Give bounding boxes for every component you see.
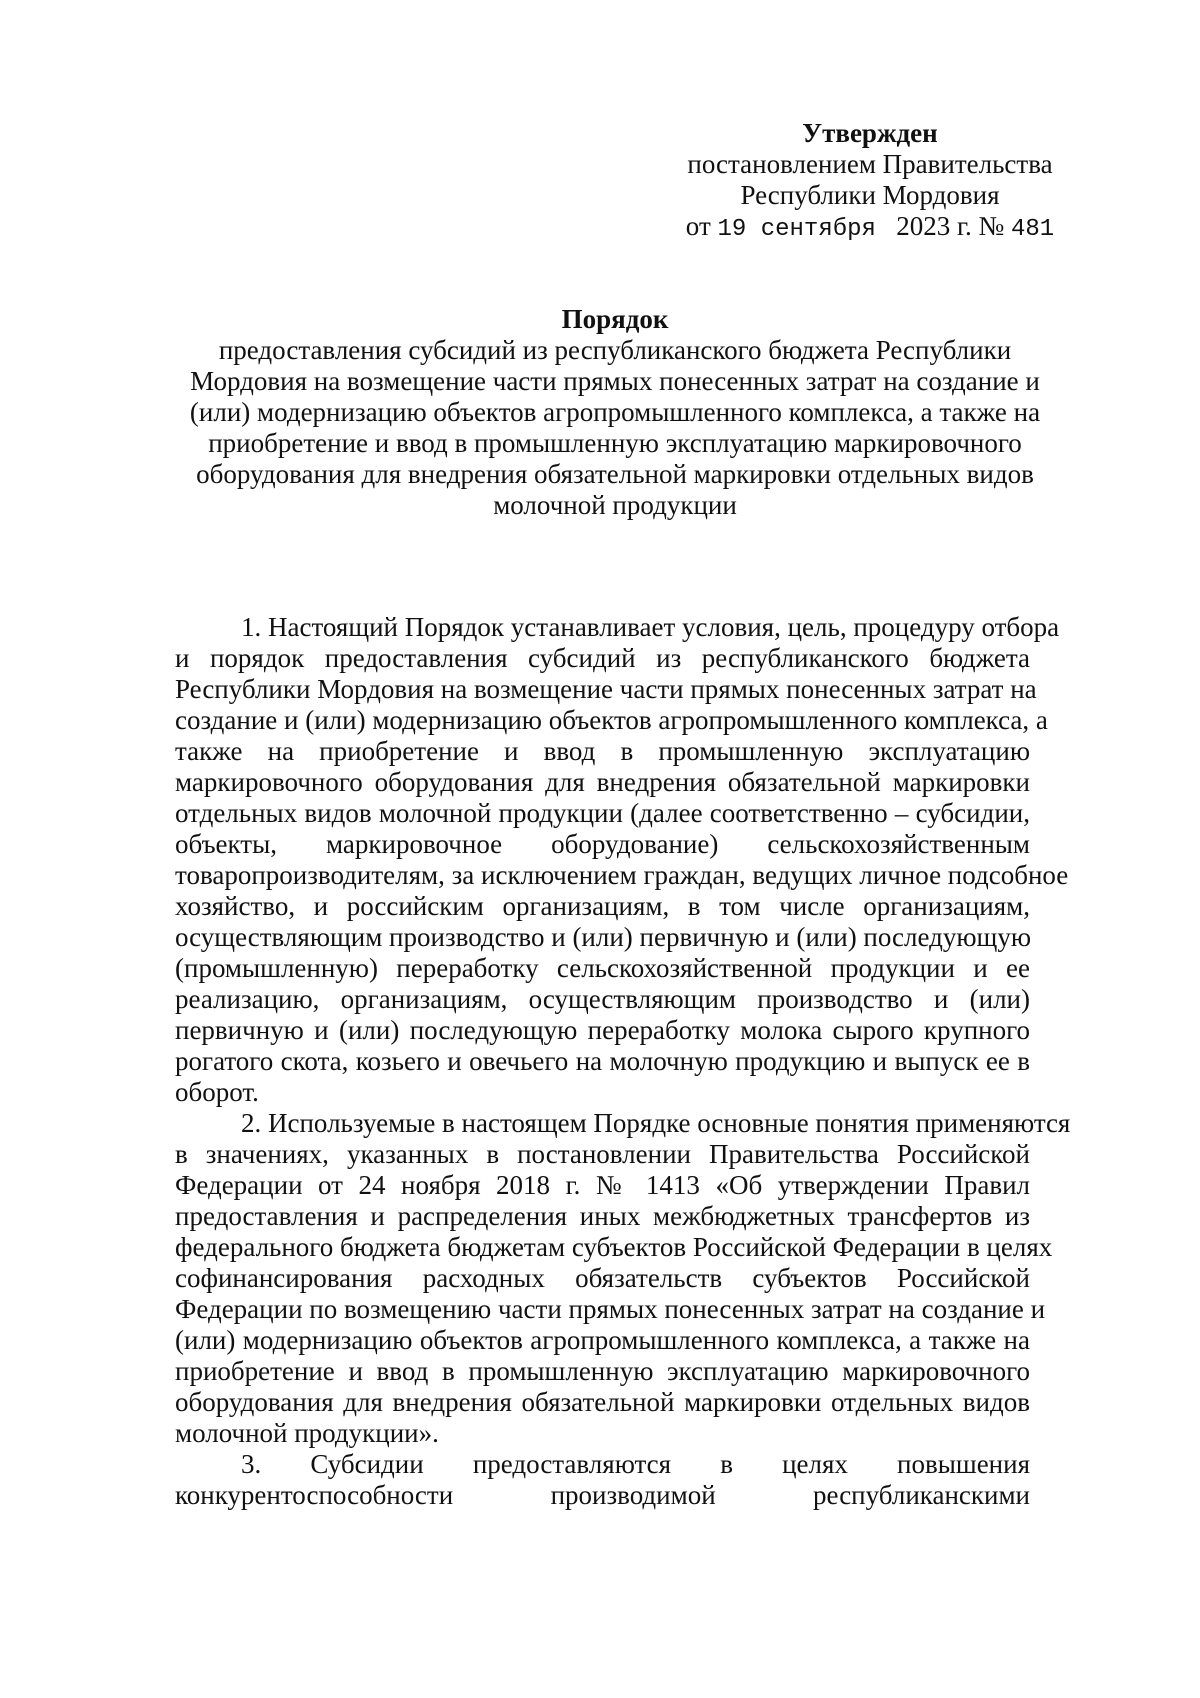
text-line: осуществляющим производство и (или) первичную и (или) последующую [175,922,1032,952]
subtitle-line: Мордовия на возмещение части прямых понесенных затрат на создание и [190,366,1040,396]
text-line: оборот. [175,1077,259,1107]
subtitle-line: (или) модернизацию объектов агропромышленного комплекса, а также на [189,397,1041,427]
text-line: в значениях, указанных в постановлении Правительства Российской [175,1139,1030,1169]
text-line: создание и (или) модернизацию объектов агропромышленного комплекса, а [175,705,1048,735]
text-line: также на приобретение и ввод в промышленную эксплуатацию [175,736,1030,766]
text-line: оборудования для внедрения обязательной маркировки отдельных видов [175,1387,1030,1417]
text-line: софинансирования расходных обязательств субъектов Российской [175,1263,1030,1293]
approval-date-line [660,211,1080,245]
decree-number: 481 [1010,216,1055,243]
date-prefix: от [685,211,711,241]
text-line: 1. Настоящий Порядок устанавливает условия, цель, процедуру отбора [241,612,1060,642]
text-line: реализацию, организациям, осуществляющим производство и (или) [175,984,1030,1014]
document-body [175,612,1071,1511]
text-line: Федерации от 24 ноября 2018 г. № 1413 «Об утверждении Правил [175,1170,1030,1200]
text-line: рогатого скота, козьего и овечьего на молочную продукцию и выпуск ее в [175,1046,1030,1076]
paragraph-1 [175,612,1069,1108]
text-line: федерального бюджета бюджетам субъектов Российской Федерации в целях [175,1232,1053,1262]
text-line: и порядок предоставления субсидий из республиканского бюджета [175,643,1030,673]
paragraph-3 [175,1449,1030,1511]
text-line: (промышленную) переработку сельскохозяйственной продукции и ее [175,953,1030,983]
text-line: Федерации по возмещению части прямых понесенных затрат на создание и [175,1294,1046,1324]
approval-line-2: Республики Мордовия [740,180,1000,210]
text-line: отдельных видов молочной продукции (далее соответственно – субсидии, [175,798,1030,828]
approval-heading: Утвержден [802,118,938,148]
subtitle-line: предоставления субсидий из республиканского бюджета Республики [218,335,1012,365]
text-line: 3. Субсидии предоставляются в целях повышения [241,1449,1030,1479]
text-line: маркировочного оборудования для внедрения обязательной маркировки [175,767,1030,797]
approval-stamp [660,118,1080,245]
approval-line-1: постановлением Правительства [687,149,1053,179]
date-day-month: 19 сентября [717,216,876,243]
text-line: Республики Мордовия на возмещение части прямых понесенных затрат на [175,674,1037,704]
text-line: конкурентоспособности производимой республиканскими [175,1480,1030,1510]
text-line: (или) модернизацию объектов агропромышленного комплекса, а также на [175,1325,1030,1355]
paragraph-2 [175,1108,1071,1449]
document-title-block [175,304,1055,521]
text-line: приобретение и ввод в промышленную эксплуатацию маркировочного [175,1356,1030,1386]
text-line: товаропроизводителям, за исключением граждан, ведущих личное подсобное [175,860,1069,890]
text-line: предоставления и распределения иных межбюджетных трансфертов из [175,1201,1030,1231]
subtitle-line: оборудования для внедрения обязательной маркировки отдельных видов [196,459,1034,489]
date-year: 2023 г. № [896,211,1005,241]
document-title: Порядок [561,304,669,334]
text-line: молочной продукции». [175,1418,439,1448]
subtitle-line: приобретение и ввод в промышленную эксплуатацию маркировочного [208,428,1022,458]
text-line: объекты, маркировочное оборудование) сельскохозяйственным [175,829,1030,859]
text-line: 2. Используемые в настоящем Порядке основные понятия применяются [241,1108,1071,1138]
text-line: хозяйство, и российским организациям, в том числе организациям, [175,891,1030,921]
subtitle-line: молочной продукции [493,490,737,520]
text-line: первичную и (или) последующую переработку молока сырого крупного [175,1015,1030,1045]
